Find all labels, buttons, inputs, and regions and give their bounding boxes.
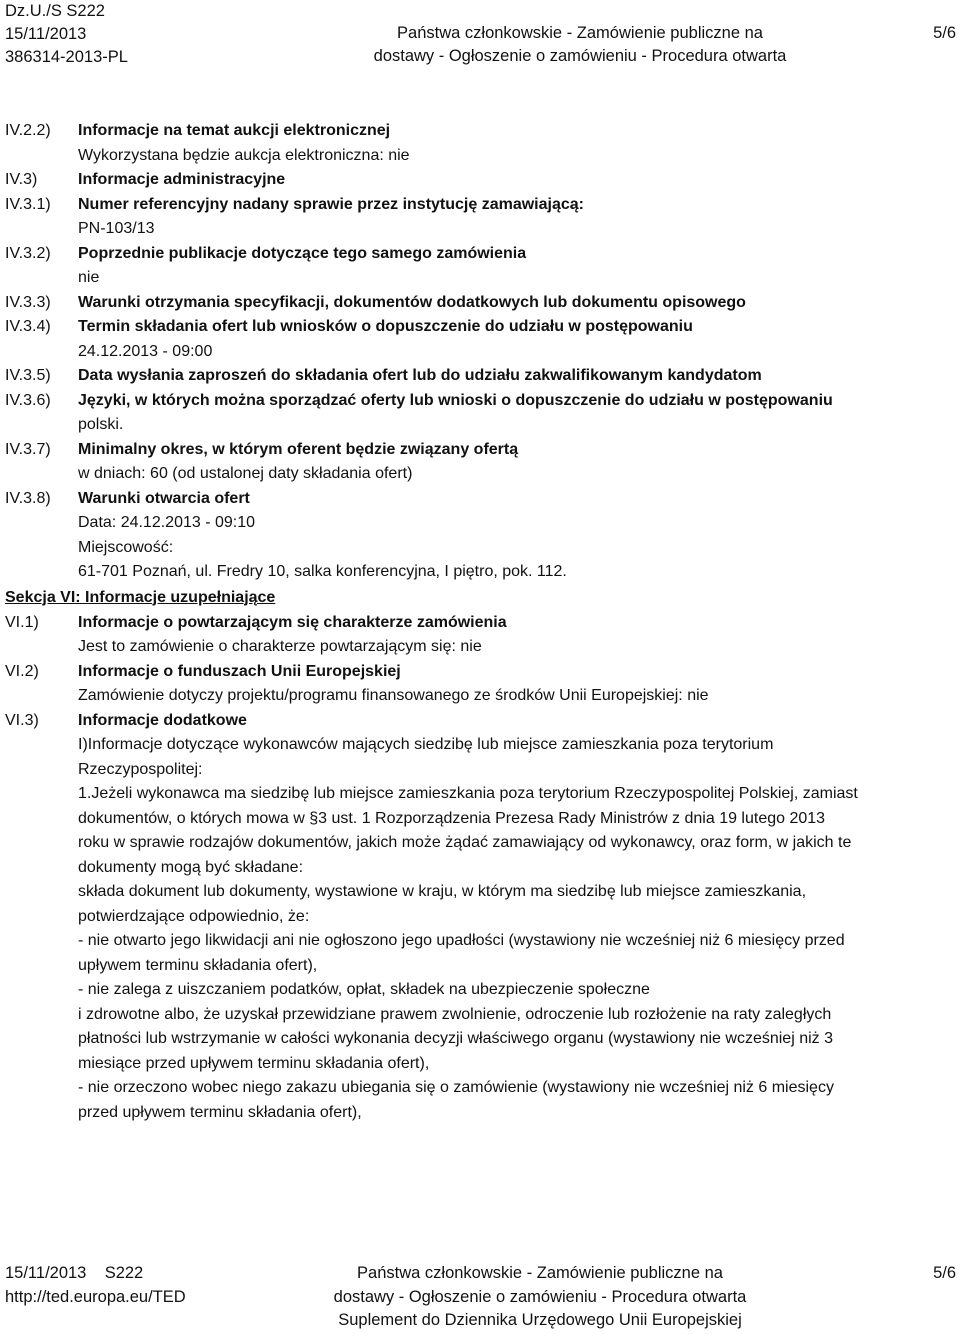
document-body: [0, 119, 960, 1125]
footer-left: [5, 1262, 186, 1309]
section-item: [0, 242, 960, 291]
section-item: [0, 193, 960, 242]
section-text: Wykorzystana będzie aukcja elektroniczna: nie: [78, 146, 410, 164]
section-text: - nie zalega z uiszczaniem podatków, opłat, składek na ubezpieczenie społeczne: [78, 981, 650, 998]
header-doc-id: Dz.U./S S222: [5, 2, 105, 20]
section-content: [78, 611, 960, 660]
section-text: I)Informacje dotyczące wykonawców mających siedzibę lub miejsce zamieszkania poza terytorium: [78, 736, 774, 753]
section-heading: Informacje o funduszach Unii Europejskiej: [78, 662, 401, 680]
section-item: [0, 119, 960, 168]
header-left: [5, 0, 128, 69]
header-page-number: 5/6: [933, 24, 956, 42]
section-number: IV.3.4): [5, 318, 51, 335]
section-content: [78, 364, 960, 389]
footer-page-number: 5/6: [933, 1264, 956, 1282]
section-item: [0, 487, 960, 585]
section-heading: Minimalny okres, w którym oferent będzie związany ofertą: [78, 440, 519, 458]
section-heading: Numer referencyjny nadany sprawie przez instytucję zamawiającą:: [78, 195, 584, 213]
section-text: Jest to zamówienie o charakterze powtarzającym się: nie: [78, 638, 482, 655]
section-number: IV.3.8): [5, 489, 51, 507]
section-content: [78, 660, 960, 709]
section-text: i zdrowotne albo, że uzyskał przewidziane prawem zwolnienie, odroczenie lub rozłożenie na raty zaległych: [78, 1005, 832, 1023]
section-content: [78, 709, 960, 1126]
section-text: - nie otwarto jego likwidacji ani nie ogłoszono jego upadłości (wystawiony nie wcześniej niż 6 miesięcy przed: [78, 932, 845, 949]
section-text: dokumentów, o których mowa w §3 ust. 1 Rozporządzenia Prezesa Rady Ministrów z dnia 19 lutego 2013: [78, 809, 826, 827]
footer-title-line3: Suplement do Dziennika Urzędowego Unii Europejskiej: [338, 1311, 742, 1329]
section-content: [78, 168, 960, 193]
section-text: w dniach: 60 (od ustalonej daty składania ofert): [78, 465, 413, 482]
section-iv: [0, 119, 960, 585]
section-text: Miejscowość:: [78, 538, 174, 556]
section-text: 1.Jeżeli wykonawca ma siedzibę lub miejsce zamieszkania poza terytorium Rzeczypospolitej Polskiej, zamiast: [78, 785, 858, 802]
section-text: przed upływem terminu składania ofert),: [78, 1103, 362, 1121]
section-item: [0, 389, 960, 438]
section-text: składa dokument lub dokumenty, wystawione w kraju, w którym ma siedzibę lub miejsce zamieszkania,: [78, 883, 807, 900]
section-item: [0, 611, 960, 660]
section-content: [78, 315, 960, 364]
section-text: Zamówienie dotyczy projektu/programu finansowanego ze środków Unii Europejskiej: nie: [78, 687, 709, 704]
page-footer: [0, 1262, 960, 1334]
section-item: [0, 315, 960, 364]
header-title-line1: Państwa członkowskie - Zamówienie publiczne na: [397, 24, 763, 42]
footer-title: [300, 1262, 780, 1333]
header-notice-no: 386314-2013-PL: [5, 48, 128, 66]
section-item: [0, 168, 960, 193]
section-text: potwierdzające odpowiednio, że:: [78, 907, 310, 925]
section-content: [78, 487, 960, 585]
section-vi-title: Sekcja VI: Informacje uzupełniające: [5, 588, 276, 606]
section-heading: Termin składania ofert lub wniosków o dopuszczenie do udziału w postępowaniu: [78, 318, 693, 335]
header-title-line2: dostawy - Ogłoszenie o zamówieniu - Procedura otwarta: [373, 47, 787, 65]
section-item: [0, 364, 960, 389]
page-header: [0, 0, 960, 75]
section-text: PN-103/13: [78, 220, 155, 237]
section-number: IV.3.1): [5, 195, 51, 213]
section-text: miesiące przed upływem terminu składania ofert),: [78, 1054, 430, 1072]
section-text: 24.12.2013 - 09:00: [78, 342, 213, 360]
section-heading: Informacje na temat aukcji elektronicznej: [78, 122, 391, 139]
section-text: polski.: [78, 416, 124, 433]
section-number: IV.3.7): [5, 440, 51, 458]
section-item: [0, 660, 960, 709]
footer-series: S222: [104, 1264, 144, 1282]
section-number: IV.3.5): [5, 367, 51, 384]
section-content: [78, 389, 960, 438]
section-item: [0, 291, 960, 316]
section-heading: Informacje administracyjne: [78, 171, 286, 188]
footer-title-line2: dostawy - Ogłoszenie o zamówieniu - Procedura otwarta: [333, 1287, 747, 1306]
section-heading: Warunki otwarcia ofert: [78, 489, 250, 507]
section-text: upływem terminu składania ofert),: [78, 956, 318, 974]
section-heading: Informacje o powtarzającym się charakterze zamówienia: [78, 613, 507, 631]
section-number: IV.3.6): [5, 391, 51, 409]
section-number: IV.3.2): [5, 244, 51, 262]
section-number: VI.1): [5, 613, 39, 631]
footer-url[interactable]: http://ted.europa.eu/TED: [5, 1287, 186, 1306]
section-text: Rzeczypospolitej:: [78, 760, 203, 778]
section-text: nie: [78, 269, 100, 286]
section-item: [0, 438, 960, 487]
section-text: - nie orzeczono wobec niego zakazu ubiegania się o zamówienie (wystawiony nie wcześniej niż 6 miesięcy: [78, 1079, 834, 1096]
section-content: [78, 242, 960, 291]
section-text: płatności lub wstrzymanie w całości wykonania decyzji właściwego organu (wystawiony nie wcześniej niż 3: [78, 1030, 833, 1047]
section-number: IV.3.3): [5, 293, 51, 311]
section-text: roku w sprawie rodzajów dokumentów, jakich może żądać zamawiający od wykonawcy, oraz form, w jakich te: [78, 834, 852, 851]
section-content: [78, 119, 960, 168]
section-content: [78, 291, 960, 316]
section-text: Data: 24.12.2013 - 09:10: [78, 514, 256, 531]
section-content: [78, 438, 960, 487]
footer-title-line1: Państwa członkowskie - Zamówienie publiczne na: [357, 1264, 723, 1282]
section-vi: [0, 611, 960, 1126]
section-number: IV.2.2): [5, 122, 51, 139]
section-heading: Informacje dodatkowe: [78, 711, 247, 729]
section-number: VI.2): [5, 662, 39, 680]
section-heading: Data wysłania zaproszeń do składania ofert lub do udziału zakwalifikowanym kandydatom: [78, 367, 762, 384]
section-heading: Poprzednie publikacje dotyczące tego samego zamówienia: [78, 244, 527, 262]
section-heading: Warunki otrzymania specyfikacji, dokumentów dodatkowych lub dokumentu opisowego: [78, 293, 746, 311]
header-date: 15/11/2013: [5, 25, 87, 43]
section-text: dokumenty mogą być składane:: [78, 858, 304, 876]
section-number: VI.3): [5, 711, 39, 729]
section-item: [0, 709, 960, 1126]
footer-date: 15/11/2013: [5, 1264, 87, 1282]
section-text: 61-701 Poznań, ul. Fredry 10, salka konferencyjna, I piętro, pok. 112.: [78, 563, 567, 580]
section-heading: Języki, w których można sporządzać oferty lub wnioski o dopuszczenie do udziału w postępowaniu: [78, 391, 833, 409]
header-title: [320, 22, 840, 68]
section-number: IV.3): [5, 171, 38, 188]
section-content: [78, 193, 960, 242]
